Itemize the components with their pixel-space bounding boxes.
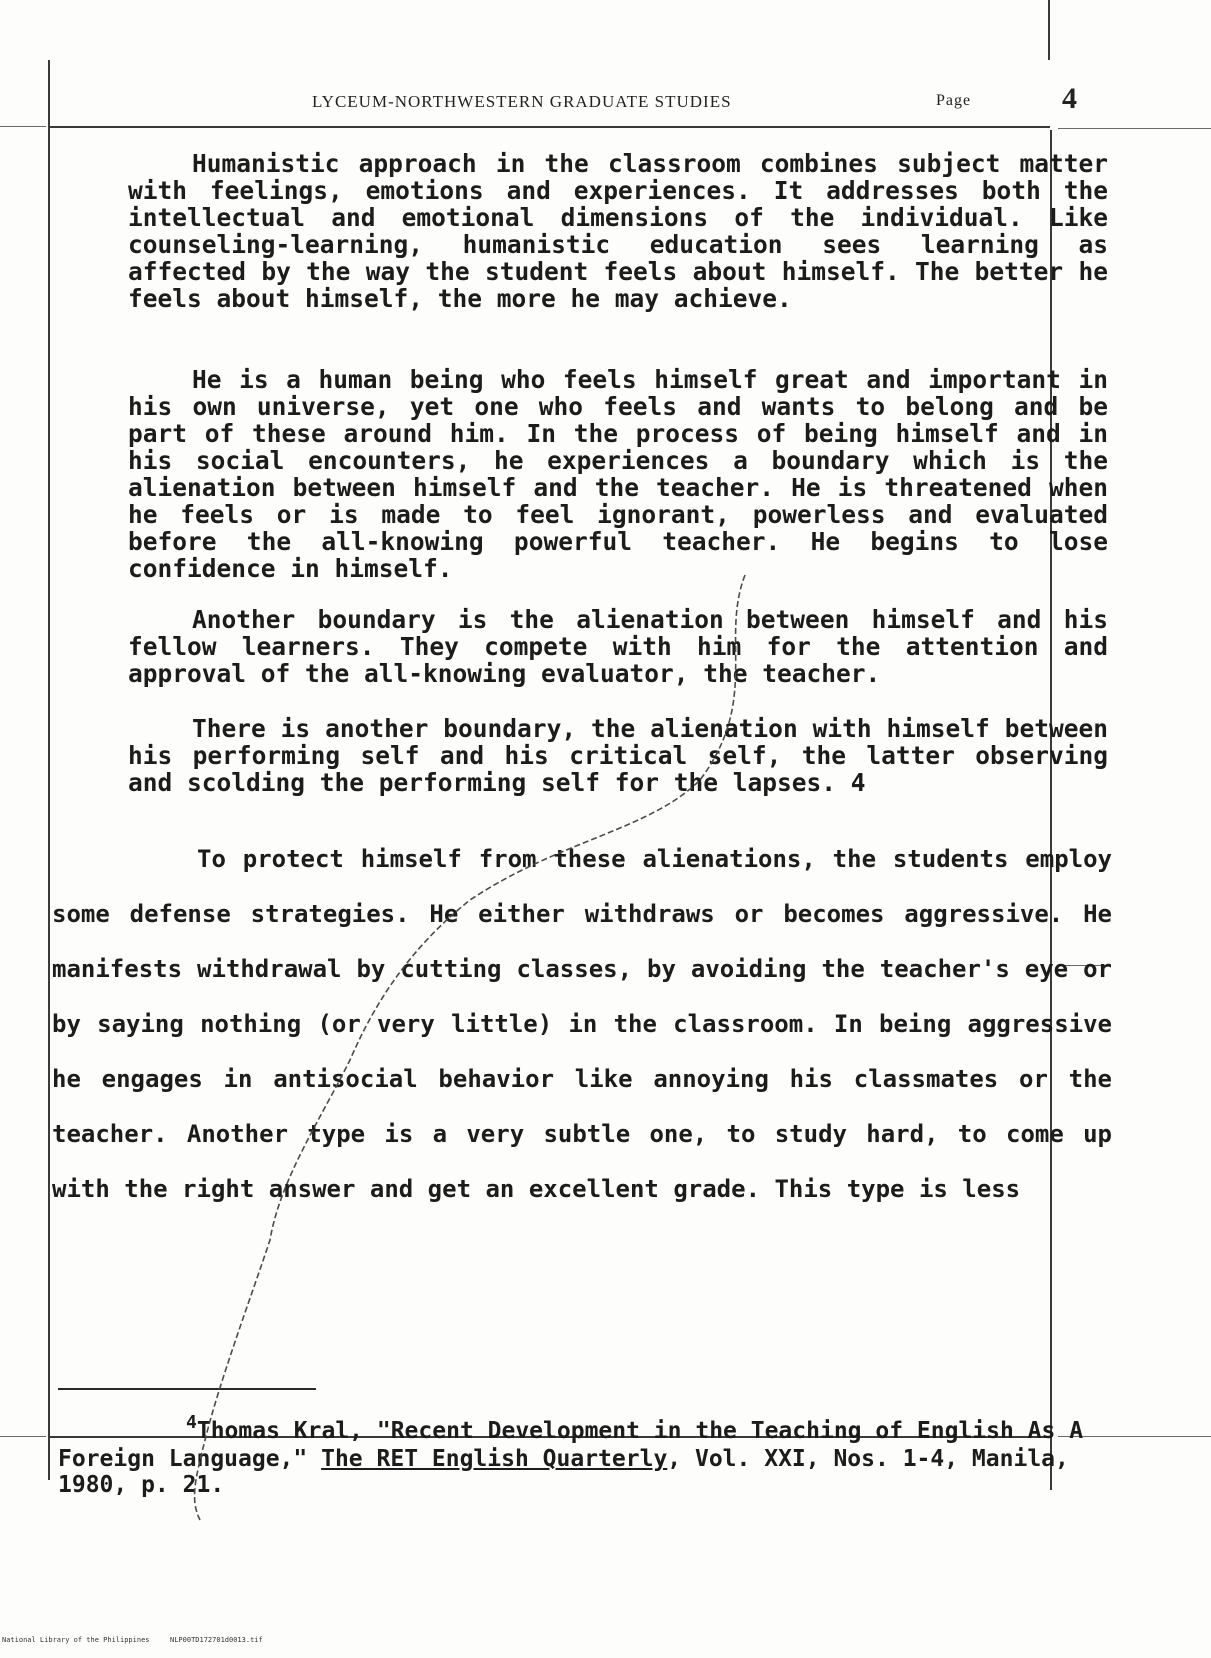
paragraph-4-text: There is another boundary, the alienation with himself between his performing self and his critical self, the latter observing and scolding the performing self for the lapses. <box>128 714 1108 797</box>
right-margin-line <box>1048 0 1050 60</box>
footnote-journal: The RET English Quarterly <box>321 1446 668 1472</box>
bottom-rule-left-stub <box>0 1436 46 1437</box>
header-rule-left-stub <box>0 126 46 127</box>
footnote-reference: 4 <box>850 768 866 797</box>
scan-footer-filename: NLP00TD172701d0013.tif <box>170 1636 263 1644</box>
paragraph-3-text: Another boundary is the alienation between himself and his fellow learners. They compete with him for the attention and approval of the all-knowing evaluator, the teacher. <box>128 605 1108 688</box>
footnote <box>58 1412 1108 1498</box>
page-header <box>0 84 1211 124</box>
header-title: LYCEUM-NORTHWESTERN GRADUATE STUDIES <box>312 92 732 111</box>
footnote-mark: 4 <box>186 1412 197 1433</box>
paragraph-4 <box>128 715 1108 796</box>
footnote-text-after: , Vol. XXI, Nos. 1-4, Manila, 1980, p. 21. <box>58 1446 1069 1498</box>
paragraph-5 <box>52 832 1112 1217</box>
left-margin-line <box>48 60 50 1480</box>
paragraph-3 <box>128 606 1108 687</box>
right-margin-line-lower <box>1050 130 1052 1490</box>
page-number: 4 <box>1062 82 1078 115</box>
header-rule-right-stub <box>1058 128 1211 129</box>
footnote-rule <box>58 1388 316 1390</box>
footnote-text-before: Thomas Kral, "Recent Development in the Teaching of English As A Foreign Language," <box>58 1418 1084 1472</box>
paragraph-1-text: Humanistic approach in the classroom combines subject matter with feelings, emotions and experiences. It addresses both the intellectual and emotional dimensions of the individual. Like counseling-learning, humanistic education sees learning as affected by the way the student feels about himself. The better he feels about himself, the more he may achieve. <box>128 149 1108 313</box>
paragraph-2 <box>128 366 1108 582</box>
header-rule <box>48 126 1050 128</box>
scan-footer-source: National Library of the Philippines <box>2 1636 150 1644</box>
paragraph-5-text: To protect himself from these alienations, the students employ some defense strategies. He either withdraws or becomes aggressive. He manifests withdrawal by cutting classes, by avoiding the teacher's eye or by saying nothing (or very little) in the classroom. In being aggressive he engages in antisocial behavior like annoying his classmates or the teacher. Another type is a very subtle one, to study hard, to come up with the right answer and get an excellent grade. This type is less <box>52 845 1112 1203</box>
paragraph-1 <box>128 150 1108 312</box>
paragraph-2-text: He is a human being who feels himself great and important in his own universe, yet one who feels and wants to belong and be part of these around him. In the process of being himself and in his social encounters, he experiences a boundary which is the alienation between himself and the teacher. He is threatened when he feels or is made to feel ignorant, powerless and evaluated before the all-knowing powerful teacher. He begins to lose confidence in himself. <box>128 365 1108 583</box>
page-label: Page <box>936 92 972 109</box>
